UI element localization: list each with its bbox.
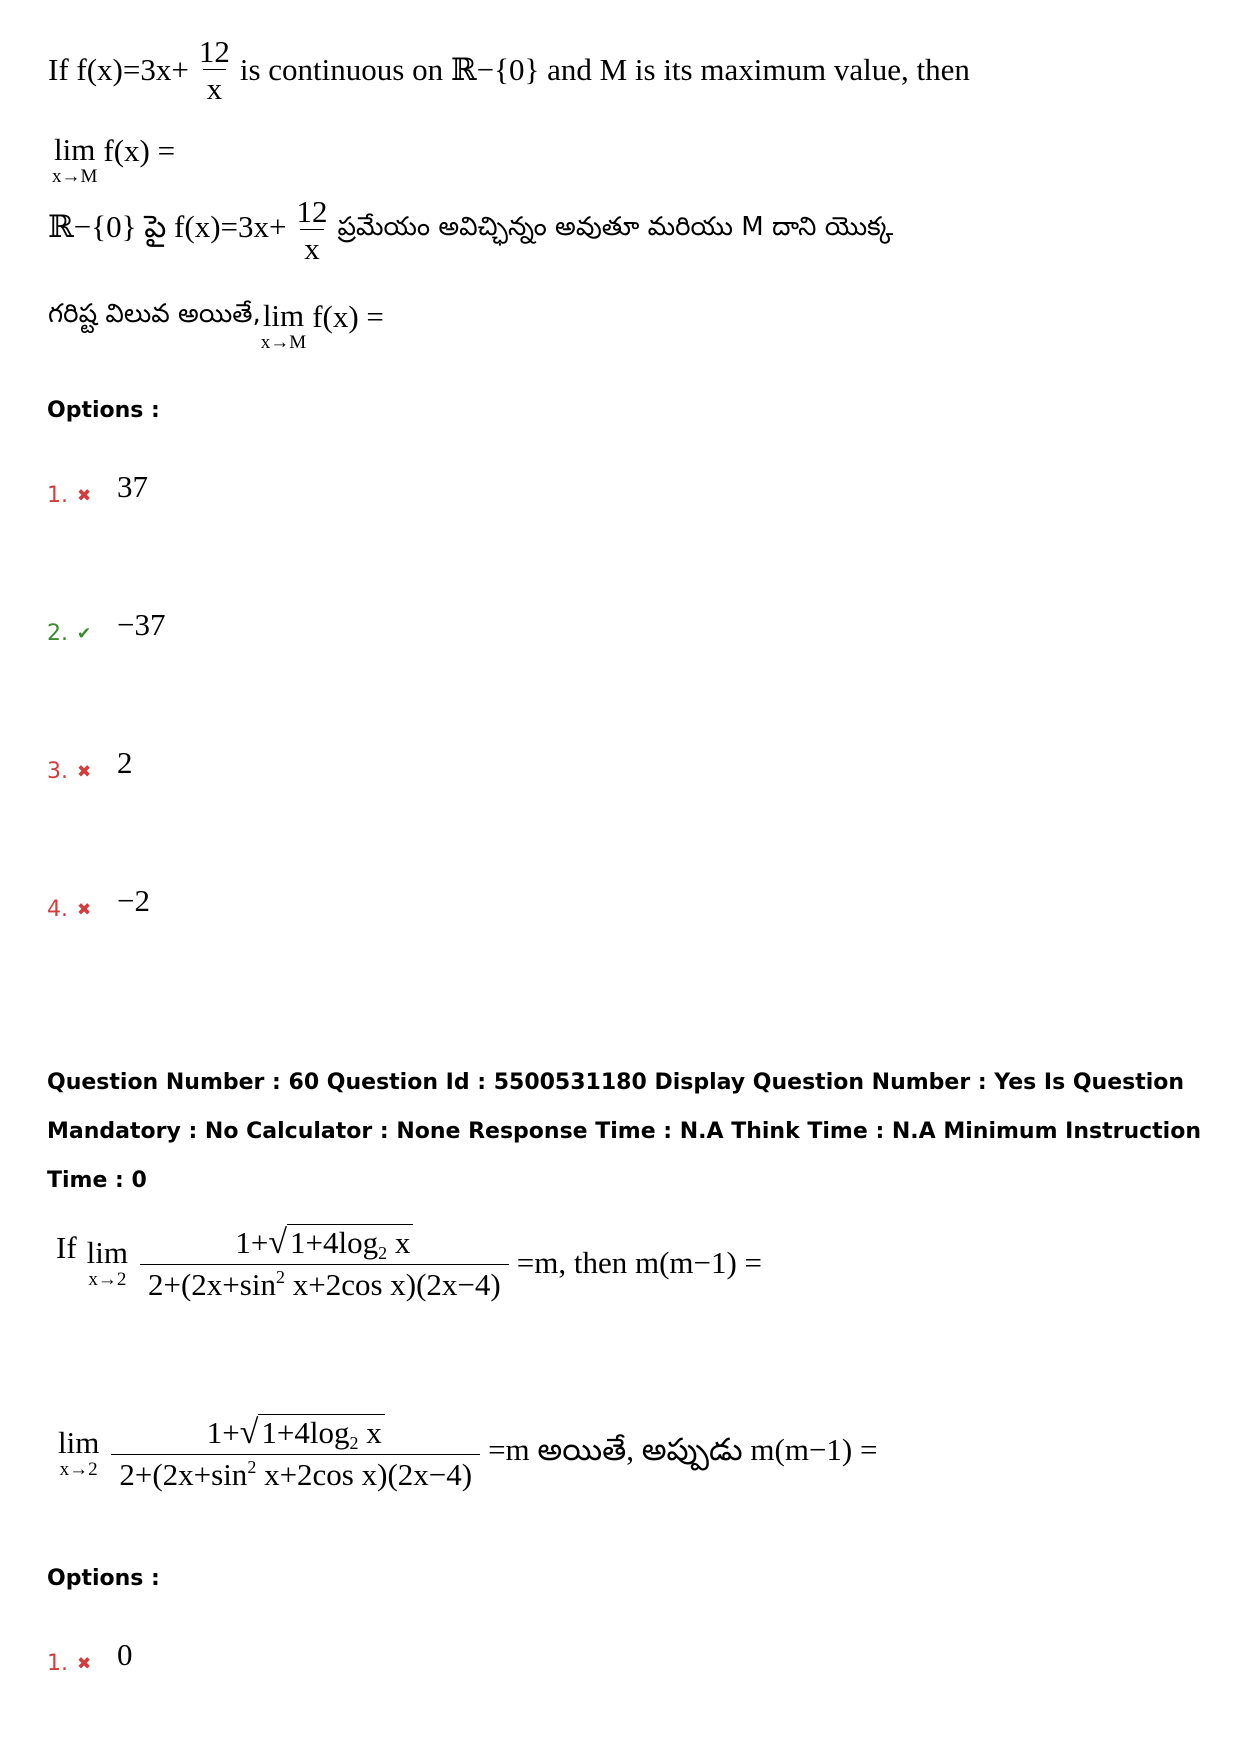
q59-te-limit	[261, 300, 306, 352]
denominator-part-b: x+2cos x)(2x−4)	[284, 1267, 501, 1302]
fraction-numerator: 12	[296, 194, 328, 229]
radicand	[287, 1224, 413, 1263]
log-base: 2	[378, 1243, 388, 1263]
wrong-icon: ✖	[77, 761, 92, 782]
q59-option-1	[47, 468, 148, 508]
denominator-part-a: 2+(2x+sin	[148, 1267, 276, 1302]
radicand-text: 1+4log	[290, 1225, 379, 1260]
q59-en-limit	[52, 134, 97, 186]
q59-english-line-2	[52, 134, 175, 186]
q59-en-text-post: is continuous on ℝ−{0} and M is its maximum value, then	[239, 52, 970, 87]
q59-english-line-1	[48, 36, 970, 104]
limit-word: lim	[54, 132, 96, 167]
q60-te-post: =m అయితే, అప్పుడు m(m−1) =	[488, 1431, 878, 1467]
q59-en-fraction	[195, 36, 234, 104]
fraction-denominator	[111, 1454, 480, 1490]
fraction-denominator	[140, 1264, 509, 1300]
radicand-tail: x	[387, 1225, 411, 1260]
q60-te-limit	[58, 1427, 99, 1479]
fraction-numerator: 12	[198, 34, 230, 69]
q59-option-3	[47, 744, 133, 784]
q60-meta-info: Question Number : 60 Question Id : 5500531180 Display Question Number : Yes Is Question Mandatory : No Calculator : None Response Time : N.A Think Time : N.A Minimum Instruction Time : 0	[47, 1070, 1202, 1193]
option-number: 2.	[47, 621, 68, 646]
q60-en-fraction	[140, 1226, 509, 1300]
q59-te-text-post: ప్రమేయం అవిచ్ఛిన్నం అవుతూ మరియు M దాని యొక్క	[337, 212, 894, 242]
check-icon: ✔	[77, 623, 92, 644]
wrong-icon: ✖	[77, 485, 92, 506]
limit-subscript: x→M	[260, 332, 307, 353]
q59-option-4	[47, 882, 150, 922]
option-number: 4.	[47, 897, 68, 922]
q59-options-label: Options :	[47, 398, 160, 423]
denominator-part-b: x+2cos x)(2x−4)	[256, 1457, 473, 1492]
q60-english-expression	[56, 1226, 762, 1300]
q60-en-post: =m, then m(m−1) =	[516, 1245, 763, 1280]
q59-te-fraction	[292, 196, 331, 264]
fraction-numerator	[227, 1226, 421, 1264]
option-value: −2	[117, 882, 150, 918]
q60-te-fraction	[111, 1416, 480, 1490]
radicand-tail: x	[358, 1415, 382, 1450]
q59-te-line2-post: f(x) =	[312, 299, 384, 334]
numerator-prefix: 1+	[235, 1225, 269, 1260]
option-value: 0	[117, 1636, 133, 1672]
limit-word: lim	[58, 1425, 100, 1460]
fraction-denominator: x	[203, 69, 227, 104]
radical-sign: √	[239, 1414, 259, 1451]
fraction-numerator	[199, 1416, 393, 1454]
radical-sign: √	[268, 1224, 288, 1261]
log-base: 2	[349, 1433, 359, 1453]
numerator-prefix: 1+	[206, 1415, 240, 1450]
radicand	[258, 1414, 384, 1453]
q59-option-2	[47, 606, 166, 646]
q60-option-1	[47, 1636, 133, 1676]
option-number: 1.	[47, 483, 68, 508]
q59-te-line2-pre: గరిష్ట విలువ అయితే,	[48, 299, 261, 329]
q59-en-text-pre: If f(x)=3x+	[48, 52, 189, 87]
wrong-icon: ✖	[77, 899, 92, 920]
exponent: 2	[247, 1457, 257, 1477]
q60-telugu-expression	[58, 1416, 877, 1490]
limit-subscript: x→2	[88, 1269, 127, 1290]
q60-en-limit	[87, 1237, 128, 1289]
q59-telugu-line-2	[48, 300, 384, 352]
option-value: 37	[117, 468, 148, 504]
option-number: 1.	[47, 1651, 68, 1676]
limit-word: lim	[86, 1235, 128, 1270]
q60-options-label: Options :	[47, 1566, 160, 1591]
denominator-part-a: 2+(2x+sin	[119, 1457, 248, 1492]
q60-en-if: If	[56, 1230, 77, 1265]
limit-word: lim	[262, 298, 305, 333]
option-value: −37	[117, 606, 166, 642]
limit-subscript: x→2	[59, 1459, 98, 1480]
option-value: 2	[117, 744, 133, 780]
q59-telugu-line-1	[48, 196, 893, 264]
q59-en-line2-post: f(x) =	[103, 133, 176, 168]
exponent: 2	[275, 1267, 285, 1287]
q59-te-text-pre: ℝ−{0} పై f(x)=3x+	[48, 208, 287, 244]
wrong-icon: ✖	[77, 1653, 92, 1674]
fraction-denominator: x	[300, 229, 324, 264]
radicand-text: 1+4log	[261, 1415, 350, 1450]
option-number: 3.	[47, 759, 68, 784]
limit-subscript: x→M	[52, 166, 98, 187]
